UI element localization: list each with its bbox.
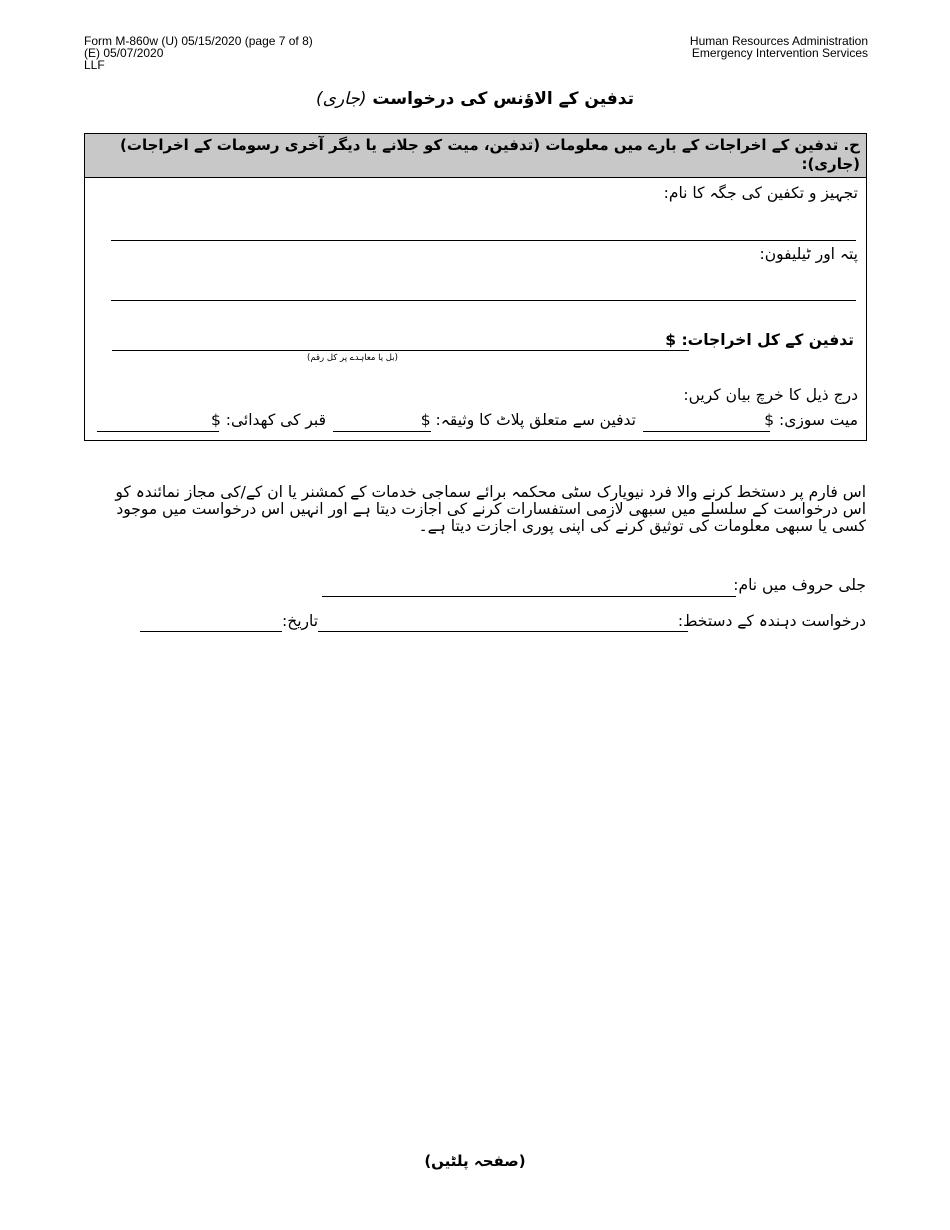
form-id-block (84, 35, 313, 71)
section-heading-bar (85, 134, 866, 178)
agency-name: Human Resources Administration (689, 34, 868, 48)
applicant-signature-input-line[interactable] (318, 631, 688, 632)
itemize-label: درج ذیل کا خرچ بیان کریں: (683, 386, 858, 404)
total-cost-note: (بل یا معاہدے پر کل رقم) (307, 353, 398, 363)
funeral-home-label: تجہیز و تکفین کی جگہ کا نام: (663, 184, 858, 202)
agency-block (690, 35, 868, 59)
turn-page-note: (صفحہ پلٹیں) (424, 1152, 526, 1170)
funeral-home-input-line[interactable] (111, 240, 856, 241)
section-heading: ح. تدفین کے اخراجات کے بارے میں معلومات (تدفین، میت کو جلانے یا دیگر آخری رسومات کے اخراجات) (جاری): (120, 136, 860, 173)
form-english-date: (E) 05/07/2020 (84, 46, 164, 60)
grave-opening-label: قبر کی کھدائی: $ (210, 411, 326, 429)
plot-deed-label: تدفین سے متعلق پلاٹ کا وثیقہ: $ (420, 411, 636, 429)
cremation-input-line[interactable] (643, 431, 770, 432)
cremation-label: میت سوزی: $ (764, 411, 858, 429)
grave-opening-input-line[interactable] (97, 431, 219, 432)
address-phone-input-line[interactable] (111, 300, 856, 301)
agency-division: Emergency Intervention Services (691, 46, 868, 60)
burial-expenses-section (84, 133, 867, 441)
print-name-input-line[interactable] (322, 596, 736, 597)
plot-deed-input-line[interactable] (333, 431, 431, 432)
form-language-code: LLF (84, 58, 105, 72)
page-title (0, 88, 950, 109)
page-title-main: تدفین کے الاؤنس کی درخواست (372, 89, 634, 109)
date-input-line[interactable] (140, 631, 282, 632)
applicant-signature-label: درخواست دہندہ کے دستخط: (677, 612, 866, 630)
date-label: تاریخ: (282, 612, 319, 630)
total-cost-input-line[interactable] (112, 350, 689, 351)
print-name-label: جلی حروف میں نام: (733, 576, 866, 594)
page-title-continued: (جاری) (316, 89, 367, 109)
authorization-paragraph: اس فارم پر دستخط کرنے والا فرد نیویارک سٹی محکمہ برائے سماجی خدمات کے کمشنر یا ان کے/کی مجاز نمائندہ کو اس درخواست کے سلسلے میں سبھی لازمی استفسارات کرنے کی اجازت دیتا ہے اور انہیں اس درخواست میں موجود کسی یا سبھی معلومات کی توثیق کرنے کی اپنی پوری اجازت دیتا ہے۔ (115, 483, 866, 535)
address-phone-label: پتہ اور ٹیلیفون: (759, 245, 858, 263)
total-cost-label: تدفین کے کل اخراجات: $ (665, 331, 854, 349)
form-number: Form M-860w (U) 05/15/2020 (page 7 of 8) (84, 34, 313, 48)
